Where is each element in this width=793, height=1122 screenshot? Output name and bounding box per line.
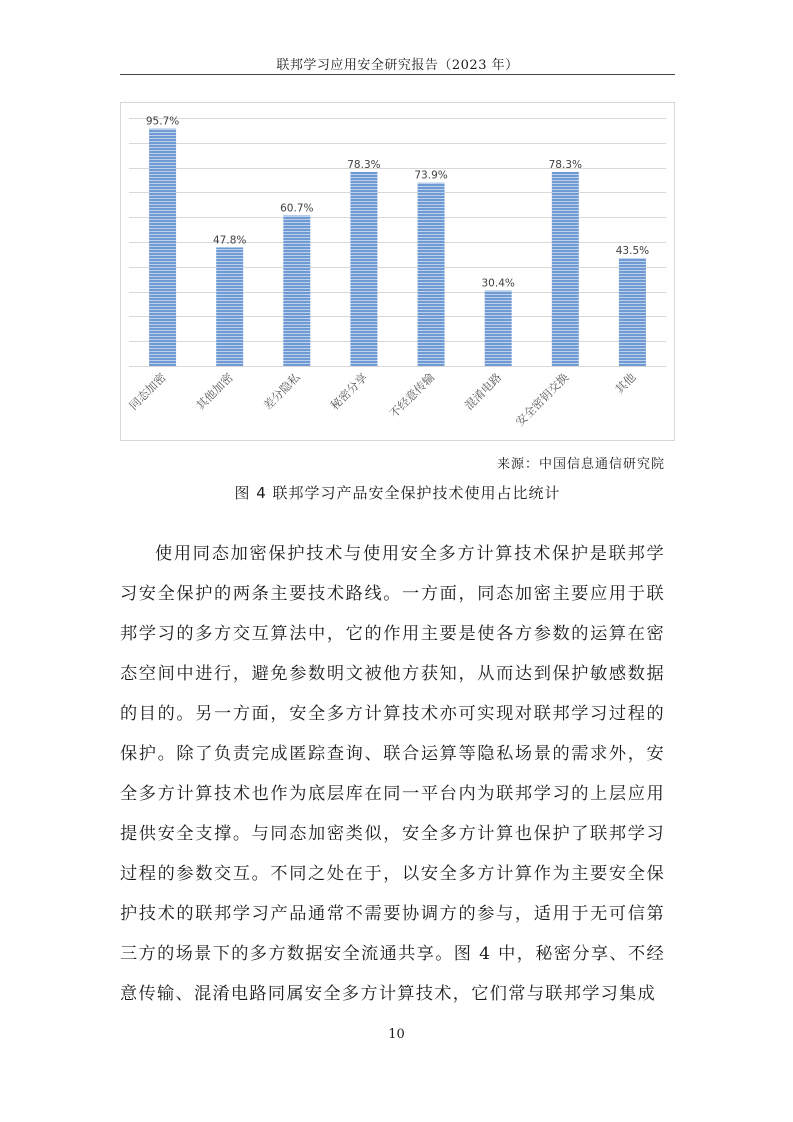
bar (350, 172, 377, 366)
page-number: 10 (388, 1027, 405, 1042)
body-paragraph: 使用同态加密保护技术与使用安全多方计算技术保护是联邦学习安全保护的两条主要技术路线。一方面，同态加密主要应用于联邦学习的多方交互算法中，它的作用主要是使各方参数的运算在密态空间中进行，避免参数明文被他方获知，从而达到保护敏感数据的目的。另一方面，安全多方计算技术亦可实现对联邦学习过程的保护。除了负责完成匿踪查询、联合运算等隐私场景的需求外，安全多方计算技术也作为底层库在同一平台内为联邦学习的上层应用提供安全支撑。与同态加密类似，安全多方计算也保护了联邦学习过程的参数交互。不同之处在于，以安全多方计算作为主要安全保护技术的联邦学习产品通常不需要协调方的参与，适用于无可信第三方的场景下的多方数据安全流通共享。图 4 中，秘密分享、不经意传输、混淆电路同属安全多方计算技术，它们常与联邦学习集成 (120, 544, 665, 1004)
bar-chart (120, 102, 675, 441)
bar (216, 247, 243, 366)
data-label: 43.5% (615, 245, 650, 258)
category-label: 混淆电路 (461, 370, 505, 413)
bar (552, 172, 579, 366)
bar-chart-svg (121, 103, 676, 442)
figure-caption: 图 4 联邦学习产品安全保护技术使用占比统计 (234, 484, 561, 502)
bar (283, 215, 310, 366)
running-header: 联邦学习应用安全研究报告（2023 年） (276, 58, 519, 73)
bar (485, 291, 512, 366)
header-rule (120, 74, 675, 75)
data-label: 95.7% (145, 115, 180, 128)
data-label: 60.7% (280, 202, 314, 215)
category-label: 其他 (612, 370, 639, 397)
data-label: 73.9% (414, 169, 448, 182)
data-label: 30.4% (481, 277, 515, 290)
bar (418, 183, 445, 366)
figure-source: 来源：中国信息通信研究院 (496, 457, 665, 472)
bar (149, 129, 176, 366)
data-label: 47.8% (213, 234, 247, 247)
category-label: 秘密分享 (327, 370, 371, 413)
body-text (120, 534, 665, 1014)
category-label: 安全密钥交换 (512, 370, 572, 429)
category-label: 同态加密 (126, 370, 169, 413)
category-label: 其他加密 (193, 370, 236, 413)
category-label: 差分隐私 (260, 370, 303, 413)
category-label: 不经意传输 (386, 370, 438, 421)
bar (619, 258, 646, 366)
data-label: 78.3% (347, 158, 381, 171)
data-label: 78.3% (548, 158, 582, 171)
